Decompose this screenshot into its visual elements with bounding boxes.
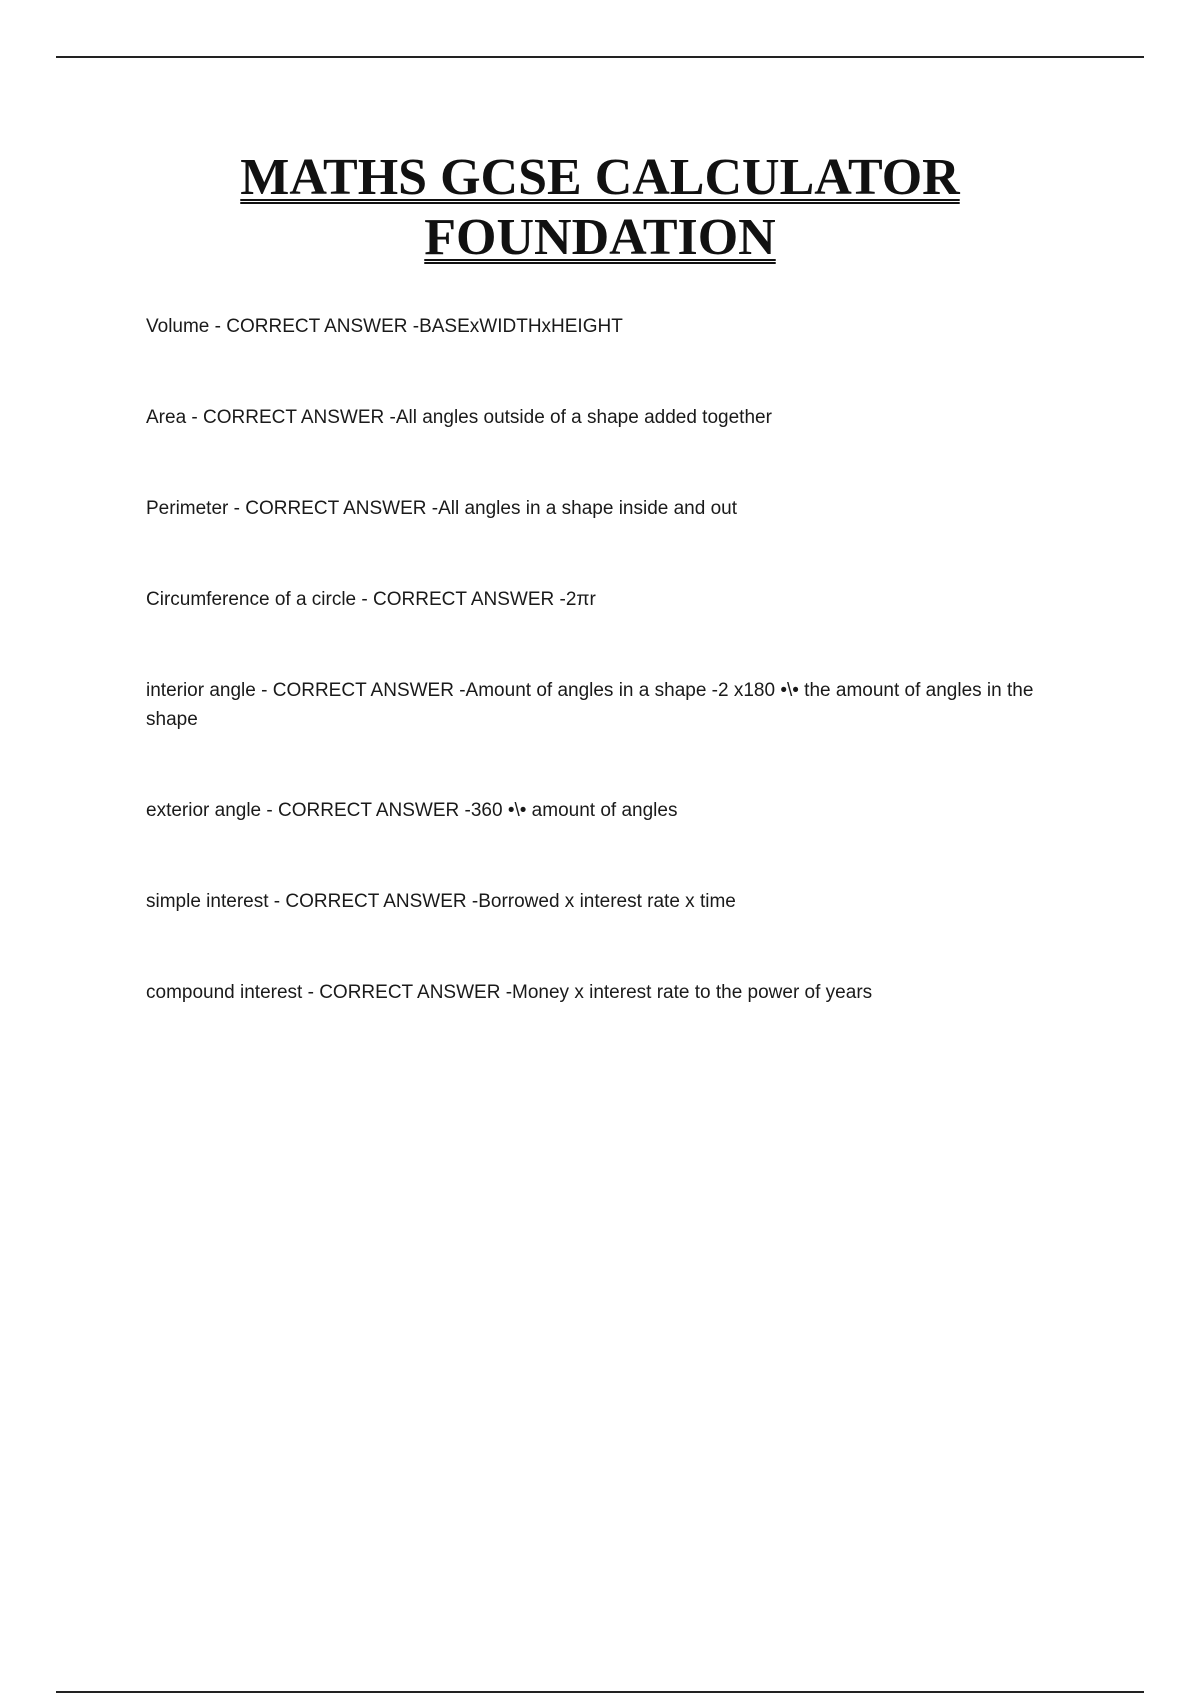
qa-item-circumference: Circumference of a circle - CORRECT ANSWER -2πr bbox=[146, 589, 596, 610]
qa-item-perimeter: Perimeter - CORRECT ANSWER -All angles in a shape inside and out bbox=[146, 498, 738, 519]
qa-item-volume: Volume - CORRECT ANSWER -BASExWIDTHxHEIGHT bbox=[146, 316, 623, 337]
title-line-1: MATHS GCSE CALCULATOR bbox=[240, 149, 960, 206]
qa-item-area: Area - CORRECT ANSWER -All angles outside of a shape added together bbox=[146, 407, 772, 428]
top-divider bbox=[56, 56, 1144, 58]
qa-list bbox=[146, 312, 1066, 1069]
bottom-divider bbox=[56, 1691, 1144, 1693]
qa-item-exterior-angle: exterior angle - CORRECT ANSWER -360 •\• amount of angles bbox=[146, 800, 678, 821]
qa-item-compound-interest: compound interest - CORRECT ANSWER -Money x interest rate to the power of years bbox=[146, 982, 873, 1003]
qa-item-interior-angle: interior angle - CORRECT ANSWER -Amount of angles in a shape -2 x180 •\• the amount of angles in the shape bbox=[146, 680, 1034, 730]
qa-item-simple-interest: simple interest - CORRECT ANSWER -Borrowed x interest rate x time bbox=[146, 891, 736, 912]
page-title bbox=[0, 148, 1200, 268]
title-line-2: FOUNDATION bbox=[424, 209, 776, 266]
